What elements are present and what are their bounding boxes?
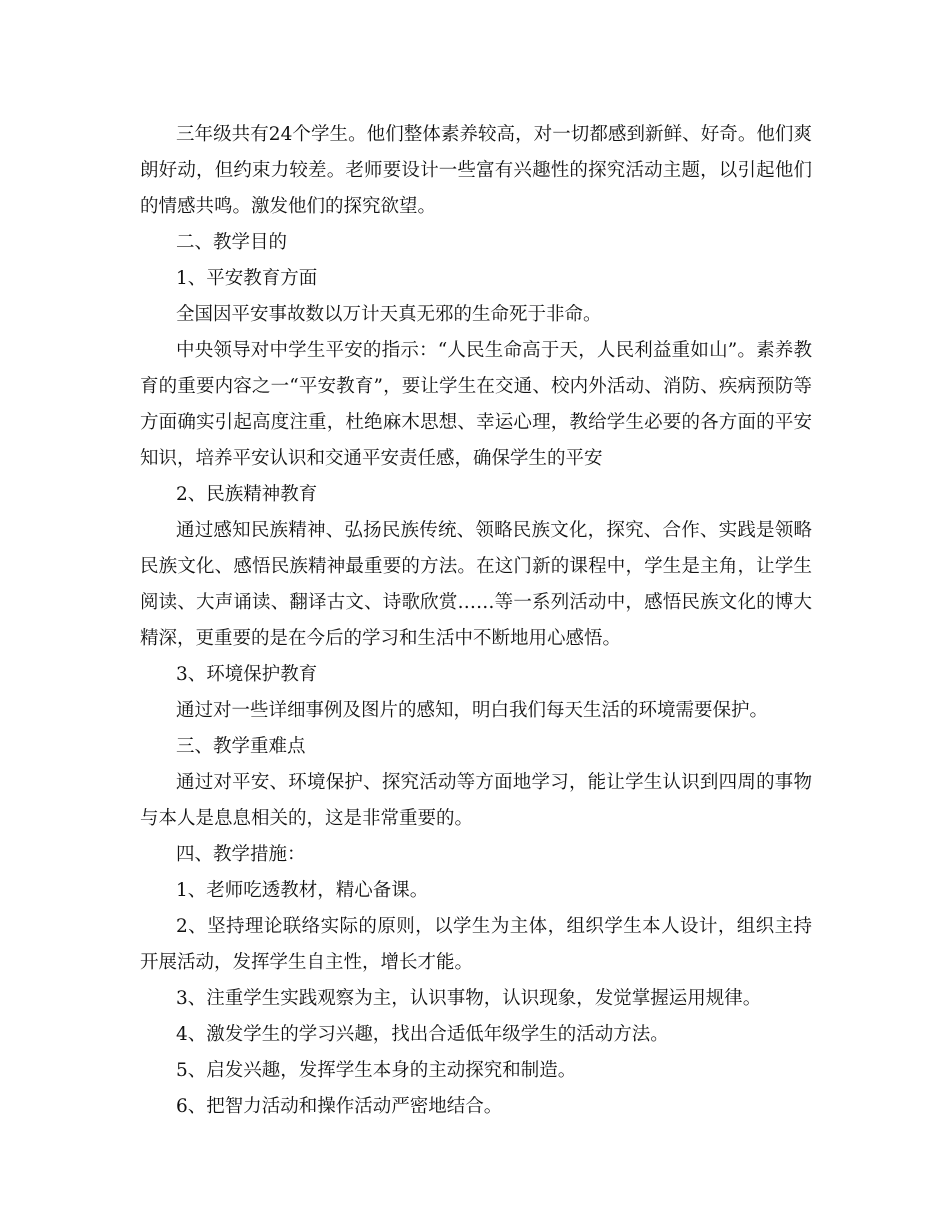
measure-item-4: 4、激发学生的学习兴趣，找出合适低年级学生的活动方法。 — [176, 1024, 669, 1045]
subheading-environment: 3、环境保护教育 — [176, 664, 318, 685]
heading-key-points: 三、教学重难点 — [176, 736, 306, 757]
subheading-safety-education: 1、平安教育方面 — [176, 268, 318, 289]
measure-item-3: 3、注重学生实践观察为主，认识事物，认识现象，发觉掌握运用规律。 — [176, 988, 762, 1009]
paragraph-class-overview: 三年级共有24个学生。他们整体素养较高，对一切都感到新鲜、好奇。他们爽朗好动，但约束力较差。老师要设计一些富有兴趣性的探究活动主题，以引起他们的情感共鸣。激发他们的探究欲望。 — [140, 124, 812, 217]
measure-item-5: 5、启发兴趣，发挥学生本身的主动探究和制造。 — [176, 1060, 577, 1081]
measure-item-2: 2、坚持理论联络实际的原则，以学生为主体，组织学生本人设计，组织主持开展活动，发挥学生自主性，增长才能。 — [140, 916, 812, 973]
paragraph-safety-instruction: 中央领导对中学生平安的指示：“人民生命高于天，人民利益重如山”。素养教育的重要内容之一“平安教育”，要让学生在交通、校内外活动、消防、疾病预防等方面确实引起高度注重，杜绝麻木思想、幸运心理，教给学生必要的各方面的平安知识，培养平安认识和交通平安责任感，确保学生的平安 — [140, 340, 812, 469]
document-body — [140, 117, 812, 1125]
heading-teaching-measures: 四、教学措施： — [176, 844, 306, 865]
measure-item-6: 6、把智力活动和操作活动严密地结合。 — [176, 1096, 503, 1117]
subheading-national-spirit: 2、民族精神教育 — [176, 484, 318, 505]
measure-item-1: 1、老师吃透教材，精心备课。 — [176, 880, 429, 901]
paragraph-safety-statistic: 全国因平安事故数以万计天真无邪的生命死于非命。 — [176, 304, 602, 325]
paragraph-environment: 通过对一些详细事例及图片的感知，明白我们每天生活的环境需要保护。 — [176, 700, 769, 721]
paragraph-key-points: 通过对平安、环境保护、探究活动等方面地学习，能让学生认识到四周的事物与本人是息息相关的，这是非常重要的。 — [140, 772, 812, 829]
heading-teaching-goals: 二、教学目的 — [176, 232, 288, 253]
paragraph-national-spirit: 通过感知民族精神、弘扬民族传统、领略民族文化，探究、合作、实践是领略民族文化、感悟民族精神最重要的方法。在这门新的课程中，学生是主角，让学生阅读、大声诵读、翻译古文、诗歌欣赏……等一系列活动中，感悟民族文化的博大精深，更重要的是在今后的学习和生活中不断地用心感悟。 — [140, 520, 812, 649]
